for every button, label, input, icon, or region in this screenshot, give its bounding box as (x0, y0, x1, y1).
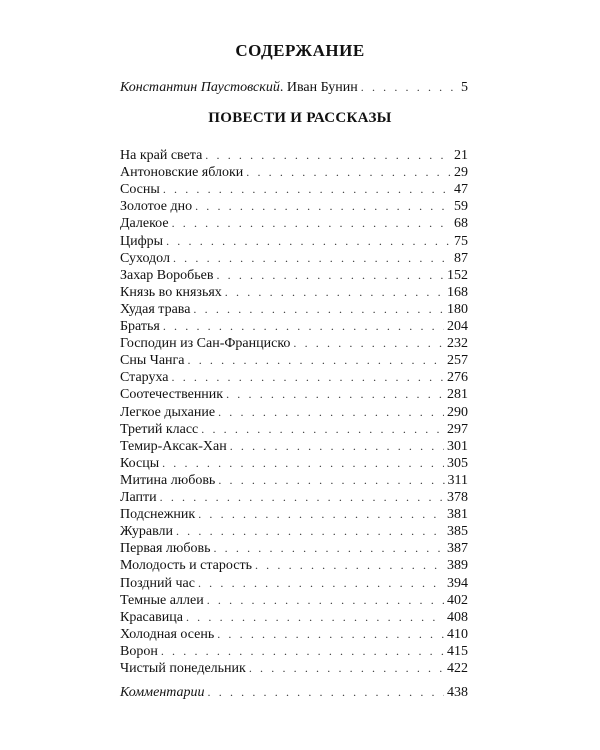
toc-entry-title: Первая любовь (120, 541, 211, 557)
toc-entry-page-number: 389 (447, 558, 468, 574)
toc-entry-title: Холодная осень (120, 626, 215, 642)
toc-entry (120, 249, 468, 267)
dot-leader (361, 78, 458, 96)
toc-entry-title: Худая трава (120, 301, 191, 317)
dot-leader (246, 163, 451, 181)
dot-leader (207, 591, 444, 609)
comments-page-number: 438 (447, 685, 468, 700)
dot-leader (293, 334, 444, 352)
dot-leader (198, 574, 444, 592)
toc-entry-title: Чистый понедельник (120, 661, 246, 676)
toc-entry-page-number: 152 (447, 267, 468, 283)
toc-entry (120, 574, 468, 592)
toc-entry-title: Легкое дыхание (120, 404, 216, 420)
dot-leader (216, 266, 444, 284)
toc-entry-page-number: 59 (454, 199, 468, 215)
dot-leader (230, 437, 444, 455)
toc-entry (120, 266, 468, 284)
dot-leader (201, 420, 444, 438)
toc-entry-title: Князь во князьях (120, 284, 222, 300)
toc-entry-page-number: 378 (447, 490, 468, 505)
toc-entry-page-number: 297 (447, 421, 468, 437)
toc-entry-title: Ворон (120, 643, 158, 659)
toc-entry (120, 556, 468, 574)
toc-entry-page-number: 311 (447, 472, 468, 488)
toc-entry (120, 659, 468, 677)
toc-entry-title: Темир-Аксак-Хан (120, 438, 227, 454)
dot-leader (188, 351, 445, 369)
toc-entry (120, 283, 468, 301)
toc-entry (120, 300, 468, 318)
toc-entry-title: Поздний час (120, 575, 195, 591)
intro-separator: . (279, 80, 287, 95)
toc-entry (120, 146, 468, 164)
toc-entry-page-number: 422 (447, 661, 468, 676)
toc-entry-page-number: 204 (447, 319, 468, 334)
toc-entry-title: Митина любовь (120, 472, 216, 488)
toc-entry-title: Золотое дно (120, 199, 193, 215)
toc-entry-page-number: 281 (447, 387, 468, 403)
toc-entry-page-number: 387 (447, 541, 468, 557)
toc-entry-page-number: 381 (447, 507, 468, 523)
toc-entry-title: Молодость и старость (120, 558, 252, 574)
toc-entry-page-number: 168 (447, 284, 468, 300)
toc-entry-page-number: 276 (447, 370, 468, 386)
comments-entry (120, 683, 468, 701)
toc-entry-title: Братья (120, 319, 160, 334)
toc-entry-page-number: 385 (447, 524, 468, 540)
toc-entry (120, 471, 468, 489)
dot-leader (163, 180, 451, 198)
dot-leader (166, 232, 451, 250)
toc-entry (120, 214, 468, 232)
toc-entry-page-number: 410 (447, 626, 468, 642)
toc-entry (120, 180, 468, 198)
toc-entry-title: Красавица (120, 609, 183, 625)
toc-entry-page-number: 47 (454, 182, 468, 198)
dot-leader (160, 488, 444, 506)
dot-leader (205, 146, 451, 164)
toc-entry (120, 437, 468, 455)
page-title: СОДЕРЖАНИЕ (235, 41, 365, 60)
dot-leader (186, 608, 444, 626)
dot-leader (193, 300, 444, 318)
toc-entry-title: Журавли (120, 524, 173, 540)
dot-leader (195, 197, 451, 215)
dot-leader (225, 283, 444, 301)
toc-entry (120, 420, 468, 438)
toc-entry (120, 351, 468, 369)
toc-entry-page-number: 394 (447, 575, 468, 591)
toc-entry-title: Далекое (120, 216, 169, 232)
toc-entry-page-number: 402 (447, 592, 468, 608)
dot-leader (208, 683, 444, 701)
toc-entry (120, 539, 468, 557)
toc-entry-title: На край света (120, 148, 203, 163)
toc-entry (120, 163, 468, 181)
toc-entry (120, 505, 468, 523)
toc-entry (120, 403, 468, 421)
toc-entry-page-number: 68 (454, 216, 468, 232)
toc-entry-page-number: 290 (447, 404, 468, 420)
toc-entry-title: Захар Воробьев (120, 267, 214, 283)
toc-entry (120, 591, 468, 609)
dot-leader (163, 317, 444, 335)
toc-entry-page-number: 21 (454, 148, 468, 163)
intro-text: Иван Бунин (286, 80, 358, 95)
toc-entry-title: Антоновские яблоки (120, 165, 244, 181)
dot-leader (213, 539, 444, 557)
dot-leader (172, 368, 444, 386)
section-title: ПОВЕСТИ И РАССКАЗЫ (208, 110, 392, 126)
toc-entry (120, 232, 468, 250)
dot-leader (218, 471, 444, 489)
toc-entry (120, 334, 468, 352)
dot-leader (217, 625, 444, 643)
dot-leader (255, 556, 444, 574)
toc-entry-page-number: 301 (447, 438, 468, 454)
comments-title: Комментарии (120, 685, 205, 700)
toc-entry-title: Третий класс (120, 421, 199, 437)
toc-entry-page-number: 305 (447, 455, 468, 471)
toc-entry (120, 317, 468, 335)
dot-leader (176, 522, 444, 540)
toc-entry (120, 488, 468, 506)
toc-entry-title: Темные аллеи (120, 592, 204, 608)
dot-leader (198, 505, 444, 523)
toc-entry (120, 454, 468, 472)
toc-entry-title: Суходол (120, 250, 170, 266)
toc-entry (120, 385, 468, 403)
dot-leader (249, 659, 444, 677)
toc-entry (120, 368, 468, 386)
toc-entry (120, 197, 468, 215)
toc-entry-page-number: 29 (454, 165, 468, 181)
dot-leader (172, 214, 451, 232)
toc-entry (120, 625, 468, 643)
dot-leader (161, 642, 444, 660)
toc-entry-title: Косцы (120, 455, 160, 471)
toc-entry-page-number: 75 (454, 233, 468, 249)
dot-leader (218, 403, 444, 421)
intro-author: Константин Паустовский (120, 80, 280, 95)
toc-entry-title: Соотечественник (120, 387, 224, 403)
toc-entry-page-number: 257 (447, 353, 468, 369)
toc-entry-title: Сосны (120, 182, 160, 198)
dot-leader (173, 249, 451, 267)
toc-entry-page-number: 415 (447, 643, 468, 659)
toc-entry-page-number: 87 (454, 250, 468, 266)
dot-leader (226, 385, 444, 403)
toc-entry-title: Сны Чанга (120, 353, 185, 369)
intro-entry (120, 78, 468, 96)
toc-entry-page-number: 232 (447, 336, 468, 352)
intro-entry-name (120, 79, 358, 97)
toc-entry (120, 608, 468, 626)
toc-entry-title: Лапти (120, 490, 157, 505)
dot-leader (162, 454, 444, 472)
toc-entry-title: Подснежник (120, 507, 196, 523)
toc-entry (120, 522, 468, 540)
intro-page-number: 5 (461, 80, 468, 95)
toc-entry-title: Цифры (120, 233, 164, 249)
toc-entry (120, 642, 468, 660)
toc-entry-title: Господин из Сан-Франциско (120, 336, 291, 352)
toc-entry-page-number: 408 (447, 609, 468, 625)
toc-entry-title: Старуха (120, 370, 169, 386)
toc-entry-page-number: 180 (447, 301, 468, 317)
